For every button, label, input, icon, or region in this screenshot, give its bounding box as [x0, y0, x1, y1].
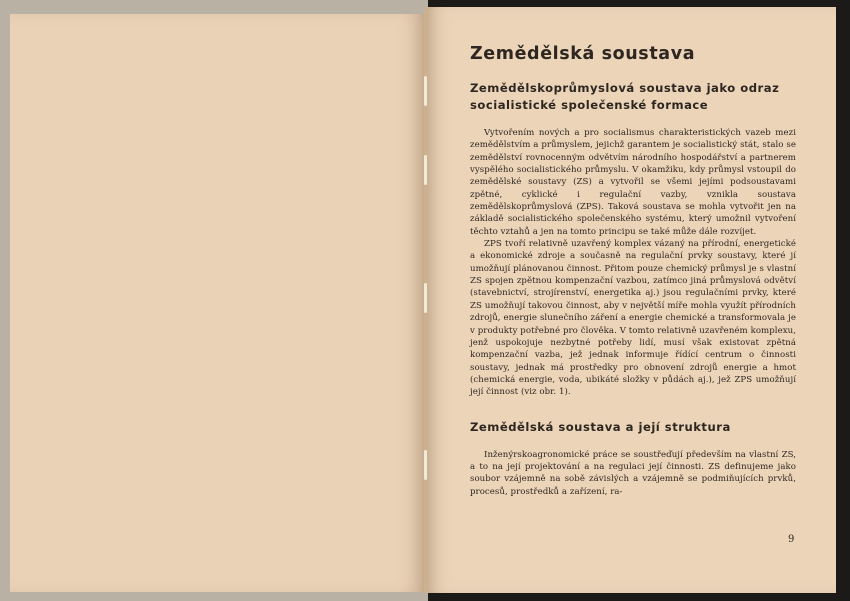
left-page-blank — [10, 14, 426, 592]
section-heading-1: Zemědělskoprůmyslová soustava jako odraz socialistické společenské formace — [470, 81, 780, 112]
binding-stitch — [424, 283, 427, 313]
binding-stitch — [424, 155, 427, 185]
paragraph-1: Vytvořením nových a pro socialismus charakteristických vazeb mezi zemědělstvím a průmyslem, jejichž garantem je socialistický stát, stalo se zemědělství rovnocenným odvětvím národního hospodářství a partnerem vyspělého socialistického průmyslu. V okamžiku, kdy průmysl vstoupil do zemědělské soustavy (ZS) a vytvořil se všemi jejími podsoustavami zpětné, cyklické i regulační vazby, vznikla soustava zemědělskoprůmyslová (ZPS). Taková soustava se mohla vytvořit jen na základě socialistického společenského systému, který umožnil vytvoření těchto vztahů a jen na tomto principu se také může dále rozvíjet. — [470, 128, 796, 237]
page-number: 9 — [788, 534, 795, 545]
section-heading-2: Zemědělská soustava a její struktura — [470, 419, 731, 434]
binding-stitch — [424, 450, 427, 480]
page-content — [466, 44, 796, 498]
chapter-title: Zemědělská soustava — [470, 44, 696, 64]
paragraph-2: ZPS tvoří relativně uzavřený komplex vázaný na přírodní, energetické a ekonomické zdroje a současně na regulační prvky soustavy, které jí umožňují plánovanou činnost. Přitom pouze chemický průmysl je s vlastní ZS spojen zpětnou kompenzační vazbou, zatímco jiná průmyslová odvětví (stavebnictví, strojírenství, energetika aj.) jsou regulačními prvky, které ZS umožňují takovou činnost, aby v největší míře mohla využít přírodních zdrojů, energie slunečního záření a energie chemické a transformovala je v produkty potřebné pro člověka. V tomto relativně uzavřeném komplexu, jenž uspokojuje nezbytné potřeby lidí, musí však existovat zpětná kompenzační vazba, jež jednak informuje řídící centrum o činnosti soustavy, jednak má prostředky pro obnovení zdrojů energie a hmot (chemická energie, voda, ubikáté složky v půdách aj.), jež ZPS umožňují její činnost (viz obr. 1). — [470, 239, 796, 398]
paragraph-3: Inženýrskoagronomické práce se soustřeďují především na vlastní ZS, a to na její projektování a na regulaci její činnosti. ZS definujeme jako soubor vzájemně na sobě závislých a vzájemně se podmiňujících prvků, procesů, prostředků a zařízení, ra- — [470, 449, 796, 497]
binding-stitch — [424, 76, 427, 106]
